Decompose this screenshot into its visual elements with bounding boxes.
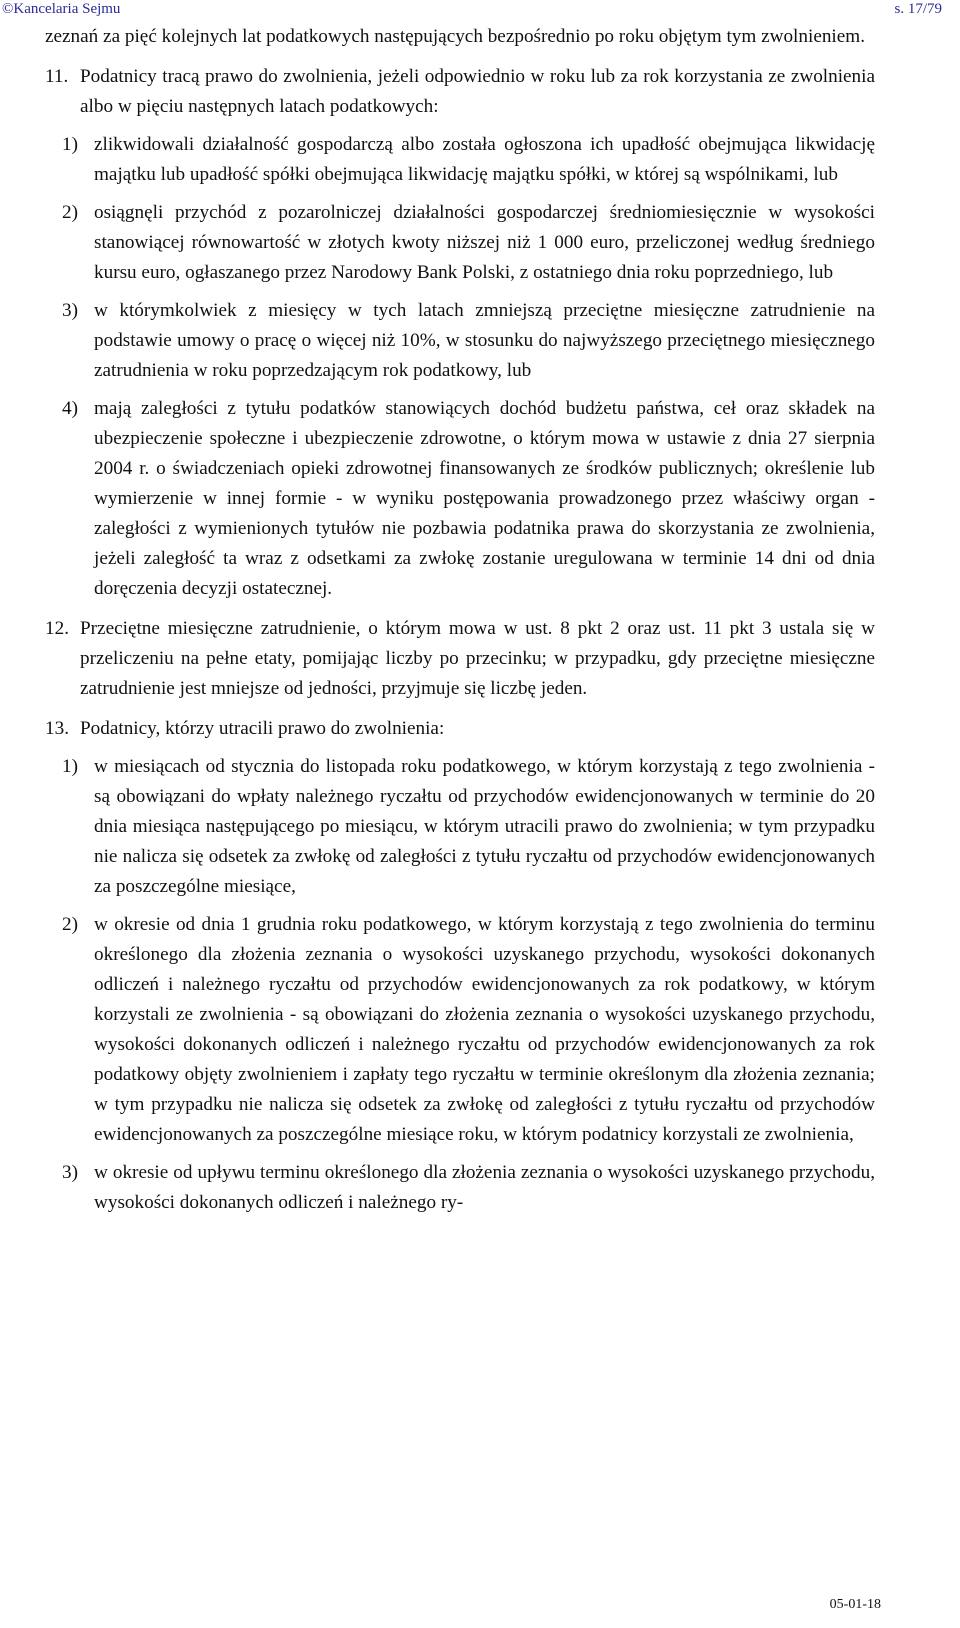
paragraph-text: Podatnicy, którzy utracili prawo do zwolnienia: xyxy=(80,718,445,739)
paragraph-number: 12. xyxy=(45,618,69,639)
page-number: s. 17/79 xyxy=(894,1,942,17)
paragraph-13 xyxy=(45,714,875,744)
item-number: 1) xyxy=(62,134,78,155)
list-item xyxy=(62,1158,875,1218)
paragraph-text: Podatnicy tracą prawo do zwolnienia, jeżeli odpowiednio w roku lub za rok korzystania ze zwolnienia albo w pięciu następnych latach podatkowych: xyxy=(80,66,875,117)
footer-date: 05-01-18 xyxy=(829,1597,881,1612)
paragraph-11 xyxy=(45,62,875,122)
item-number: 3) xyxy=(62,1162,78,1183)
item-text: mają zaległości z tytułu podatków stanowiących dochód budżetu państwa, ceł oraz składek na ubezpieczenie społeczne i ubezpieczenie zdrowotne, o którym mowa w ustawie z dnia 27 sierpnia 2004 r. o świadczeniach opieki zdrowotnej finansowanych ze środków publicznych; określenie lub wymierzenie w innej formie - w wyniku postępowania prowadzonego przez właściwy organ - zaległości z wymienionych tytułów nie pozbawia podatnika prawa do skorzystania ze zwolnienia, jeżeli zaległość ta wraz z odsetkami za zwłokę zostanie uregulowana w terminie 14 dni od dnia doręczenia decyzji ostatecznej. xyxy=(94,398,875,599)
item-number: 3) xyxy=(62,300,78,321)
item-text: w którymkolwiek z miesięcy w tych latach zmniejszą przeciętne miesięczne zatrudnienie na podstawie umowy o pracę o więcej niż 10%, w stosunku do najwyższego przeciętnego miesięcznego zatrudnienia w roku poprzedzającym rok podatkowy, lub xyxy=(94,300,875,381)
item-text: w miesiącach od stycznia do listopada roku podatkowego, w którym korzystają z tego zwolnienia - są obowiązani do wpłaty należnego ryczałtu od przychodów ewidencjonowanych w terminie do 20 dnia miesiąca następującego po miesiącu, w którym utracili prawo do zwolnienia; w tym przypadku nie nalicza się odsetek za zwłokę od zaległości z tytułu ryczałtu od przychodów ewidencjonowanych za poszczególne miesiące, xyxy=(94,756,875,897)
list-item xyxy=(62,910,875,1150)
list-item xyxy=(62,130,875,190)
paragraph-13-items xyxy=(45,752,875,1218)
item-number: 4) xyxy=(62,398,78,419)
item-number: 2) xyxy=(62,202,78,223)
paragraph-number: 13. xyxy=(45,718,69,739)
item-text: w okresie od upływu terminu określonego dla złożenia zeznania o wysokości uzyskanego przychodu, wysokości dokonanych odliczeń i należnego ry- xyxy=(94,1162,875,1213)
paragraph-number: 11. xyxy=(45,66,69,87)
item-number: 1) xyxy=(62,756,78,777)
paragraph-12 xyxy=(45,614,875,704)
paragraph-text: Przeciętne miesięczne zatrudnienie, o którym mowa w ust. 8 pkt 2 oraz ust. 11 pkt 3 ustala się w przeliczeniu na pełne etaty, pomijając liczby po przecinku; w przypadku, gdy przeciętne miesięczne zatrudnienie jest mniejsze od jedności, przyjmuje się liczbę jeden. xyxy=(80,618,875,699)
list-item xyxy=(62,752,875,902)
item-text: osiągnęli przychód z pozarolniczej działalności gospodarczej średniomiesięcznie w wysokości stanowiącej równowartość w złotych kwoty niższej niż 1 000 euro, przeliczonej według średniego kursu euro, ogłaszanego przez Narodowy Bank Polski, z ostatniego dnia roku poprzedniego, lub xyxy=(94,202,875,283)
list-item xyxy=(62,394,875,604)
list-item xyxy=(62,296,875,386)
continuation-text: zeznań za pięć kolejnych lat podatkowych następujących bezpośrednio po roku objętym tym zwolnieniem. xyxy=(45,26,865,47)
item-number: 2) xyxy=(62,914,78,935)
item-text: w okresie od dnia 1 grudnia roku podatkowego, w którym korzystają z tego zwolnienia do terminu określonego dla złożenia zeznania o wysokości uzyskanego przychodu, wysokości dokonanych odliczeń i należnego ryczałtu od przychodów ewidencjonowanych za rok podatkowy, w którym korzystali ze zwolnienia - są obowiązani do złożenia zeznania o wysokości uzyskanego przychodu, wysokości dokonanych odliczeń i należnego ryczałtu od przychodów ewidencjonowanych za rok podatkowy objęty zwolnieniem i zapłaty tego ryczałtu w terminie określonym dla złożenia zeznania; w tym przypadku nie nalicza się odsetek za zwłokę od zaległości z tytułu ryczałtu od przychodów ewidencjonowanych za poszczególne miesiące roku, w którym podatnicy korzystali ze zwolnienia, xyxy=(94,914,875,1145)
paragraph-11-items xyxy=(45,130,875,604)
document-body xyxy=(45,22,875,1218)
list-item xyxy=(62,198,875,288)
item-text: zlikwidowali działalność gospodarczą albo została ogłoszona ich upadłość obejmująca likwidację majątku lub upadłość spółki obejmująca likwidację majątku spółki, w której są wspólnikami, lub xyxy=(94,134,875,185)
header-copyright: ©Kancelaria Sejmu xyxy=(2,1,121,17)
